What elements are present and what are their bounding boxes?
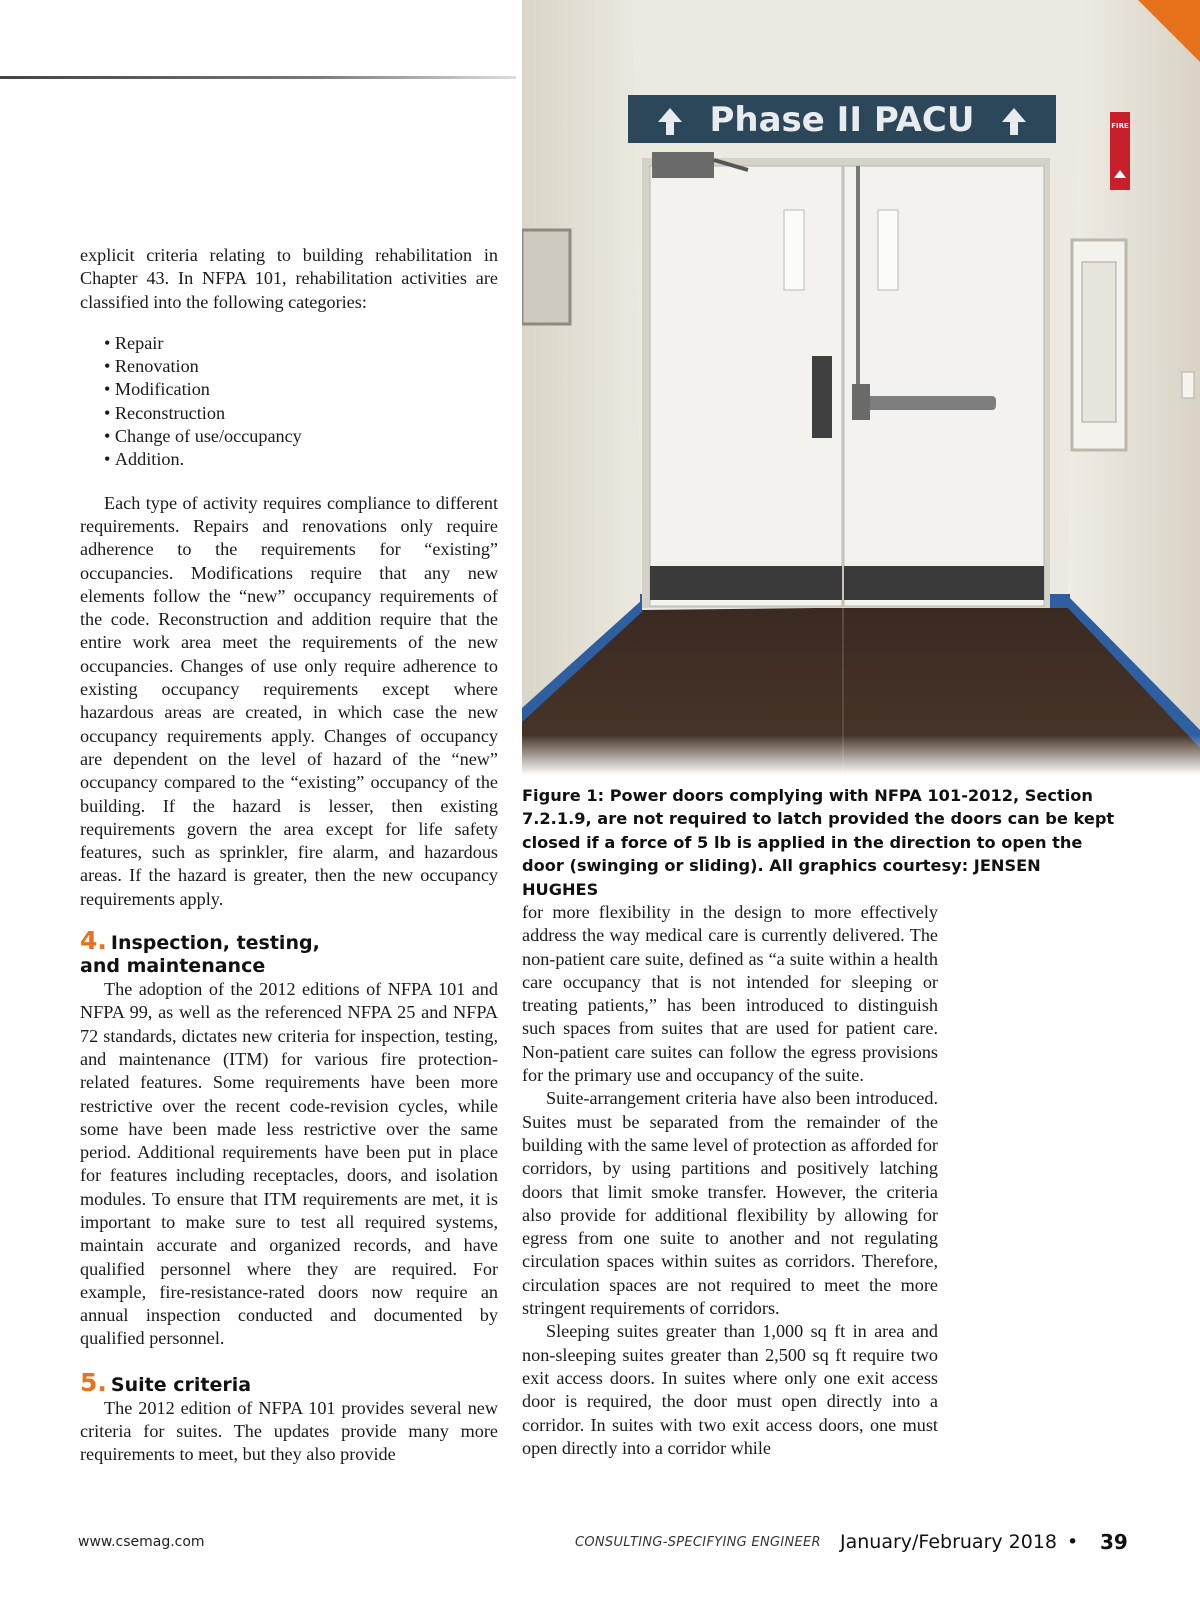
fire-extinguisher-sign bbox=[1110, 112, 1130, 190]
right-paragraph: Suite-arrangement criteria have also been introduced. Suites must be separated from the remainder of the building with the same level of protection as afforded for corridors, by using partitions and positively latching doors that limit smoke transfer. However, the criteria also provide for additional flexibility by allowing for egress from one suite to another and not regulating circulation spaces within suites as corridors. Therefore, circulation spaces are not required to meet the more stringent requirements of corridors. bbox=[522, 1088, 938, 1319]
right-paragraph: Sleeping suites greater than 1,000 sq ft in area and non-sleeping suites greater than 2,500 sq ft require two exit access doors. In suites where only one exit access door is required, the door must open directly into a corridor. In suites with two exit access doors, one must open directly into a corridor while bbox=[522, 1321, 938, 1458]
list-item: • Reconstruction bbox=[104, 402, 498, 425]
section-4-heading bbox=[80, 926, 498, 978]
corner-accent-tab bbox=[1138, 0, 1200, 62]
phase-ii-pacu-sign bbox=[628, 95, 1056, 143]
light-switch bbox=[1182, 372, 1194, 398]
rehab-paragraph: Each type of activity requires compliance to different requirements. Repairs and renovations only require adherence to the requirements for “existing” occupancies. Modifications require that any new elements follow the “new” occupancy requirements of the code. Reconstruction and addition require that the entire work area meet the requirements of the new occupancies. Changes of use only require adherence to existing occupancy requirements except where hazardous areas are created, in which case the new occupancy requirements apply. Changes of occupancy are dependent on the level of hazard of the “new” occupancy compared to the “existing” occupancy of the building. If the hazard is lesser, then existing requirements govern the area except for life safety features, such as sprinkler, fire alarm, and hazardous areas. If the hazard is greater, then the new occupancy requirements apply. bbox=[80, 492, 498, 909]
section-number: 5. bbox=[80, 1367, 107, 1397]
magazine-name: CONSULTING-SPECIFYING ENGINEER bbox=[575, 1535, 821, 1550]
issue-date: January/February 2018 bbox=[840, 1531, 1058, 1553]
page-footer bbox=[0, 1530, 1200, 1560]
section-4-body: The adoption of the 2012 editions of NFPA 101 and NFPA 99, as well as the referenced NFPA 25 and NFPA 72 standards, dictates new criteria for inspection, testing, and maintenance (ITM) for various fire protection-related features. Some requirements have been more restrictive over the recent code-revision cycles, while some have been made less restrictive over the same period. Additional requirements have been put in place for features including receptacles, doors, and isolation modules. To ensure that ITM requirements are met, it is important to make sure to test all required systems, maintain accurate and organized records, and have qualified personnel where they are required. For example, fire-resistance-rated doors now require an annual inspection conducted and documented by qualified personnel. bbox=[80, 979, 498, 1349]
figure-caption: Figure 1: Power doors complying with NFPA 101-2012, Section 7.2.1.9, are not required to latch provided the doors can be kept closed if a force of 5 lb is applied in the direction to open the door (swinging or sliding). All graphics courtesy: JENSEN HUGHES bbox=[522, 786, 1115, 899]
left-column bbox=[80, 244, 498, 1467]
intro-paragraph: explicit criteria relating to building rehabilitation in Chapter 43. In NFPA 101, rehabilitation activities are classified into the following categories: bbox=[80, 245, 498, 312]
figure-1-photo bbox=[522, 0, 1200, 775]
sign-label: Phase II PACU bbox=[709, 100, 975, 140]
right-column bbox=[522, 901, 938, 1460]
section-5-body: The 2012 edition of NFPA 101 provides several new criteria for suites. The updates provide many more requirements to meet, but they also provide bbox=[80, 1397, 498, 1465]
section-title-continued: and maintenance bbox=[80, 955, 266, 978]
right-door bbox=[844, 166, 1044, 606]
right-paragraph: for more flexibility in the design to more effectively address the way medical care is currently delivered. The non-patient care suite, defined as “a suite within a health care occupancy that is not intended for sleeping or treating patients,” has been introduced to distinguish such spaces from suites that are used for patient care. Non-patient care suites can follow the egress provisions for the primary use and occupancy of the suite. bbox=[522, 902, 938, 1086]
door-closer bbox=[652, 152, 714, 178]
page-number: 39 bbox=[1100, 1530, 1128, 1554]
list-item: • Modification bbox=[104, 378, 498, 401]
header-rule bbox=[0, 76, 516, 79]
website-link[interactable]: www.csemag.com bbox=[78, 1534, 205, 1550]
section-title: Inspection, testing, bbox=[110, 932, 320, 955]
list-item: • Change of use/occupancy bbox=[104, 425, 498, 448]
panic-bar bbox=[856, 396, 996, 410]
wall-notice bbox=[522, 230, 570, 324]
push-plate bbox=[812, 356, 832, 438]
section-title: Suite criteria bbox=[110, 1373, 252, 1396]
svg-text:FIRE: FIRE bbox=[1111, 122, 1129, 130]
section-number: 4. bbox=[80, 926, 107, 956]
section-5-heading bbox=[80, 1367, 498, 1397]
list-item: • Renovation bbox=[104, 355, 498, 378]
rehab-category-list bbox=[80, 332, 498, 472]
list-item: • Addition. bbox=[104, 448, 498, 471]
list-item: • Repair bbox=[104, 332, 498, 355]
footer-separator: • bbox=[1067, 1531, 1079, 1553]
